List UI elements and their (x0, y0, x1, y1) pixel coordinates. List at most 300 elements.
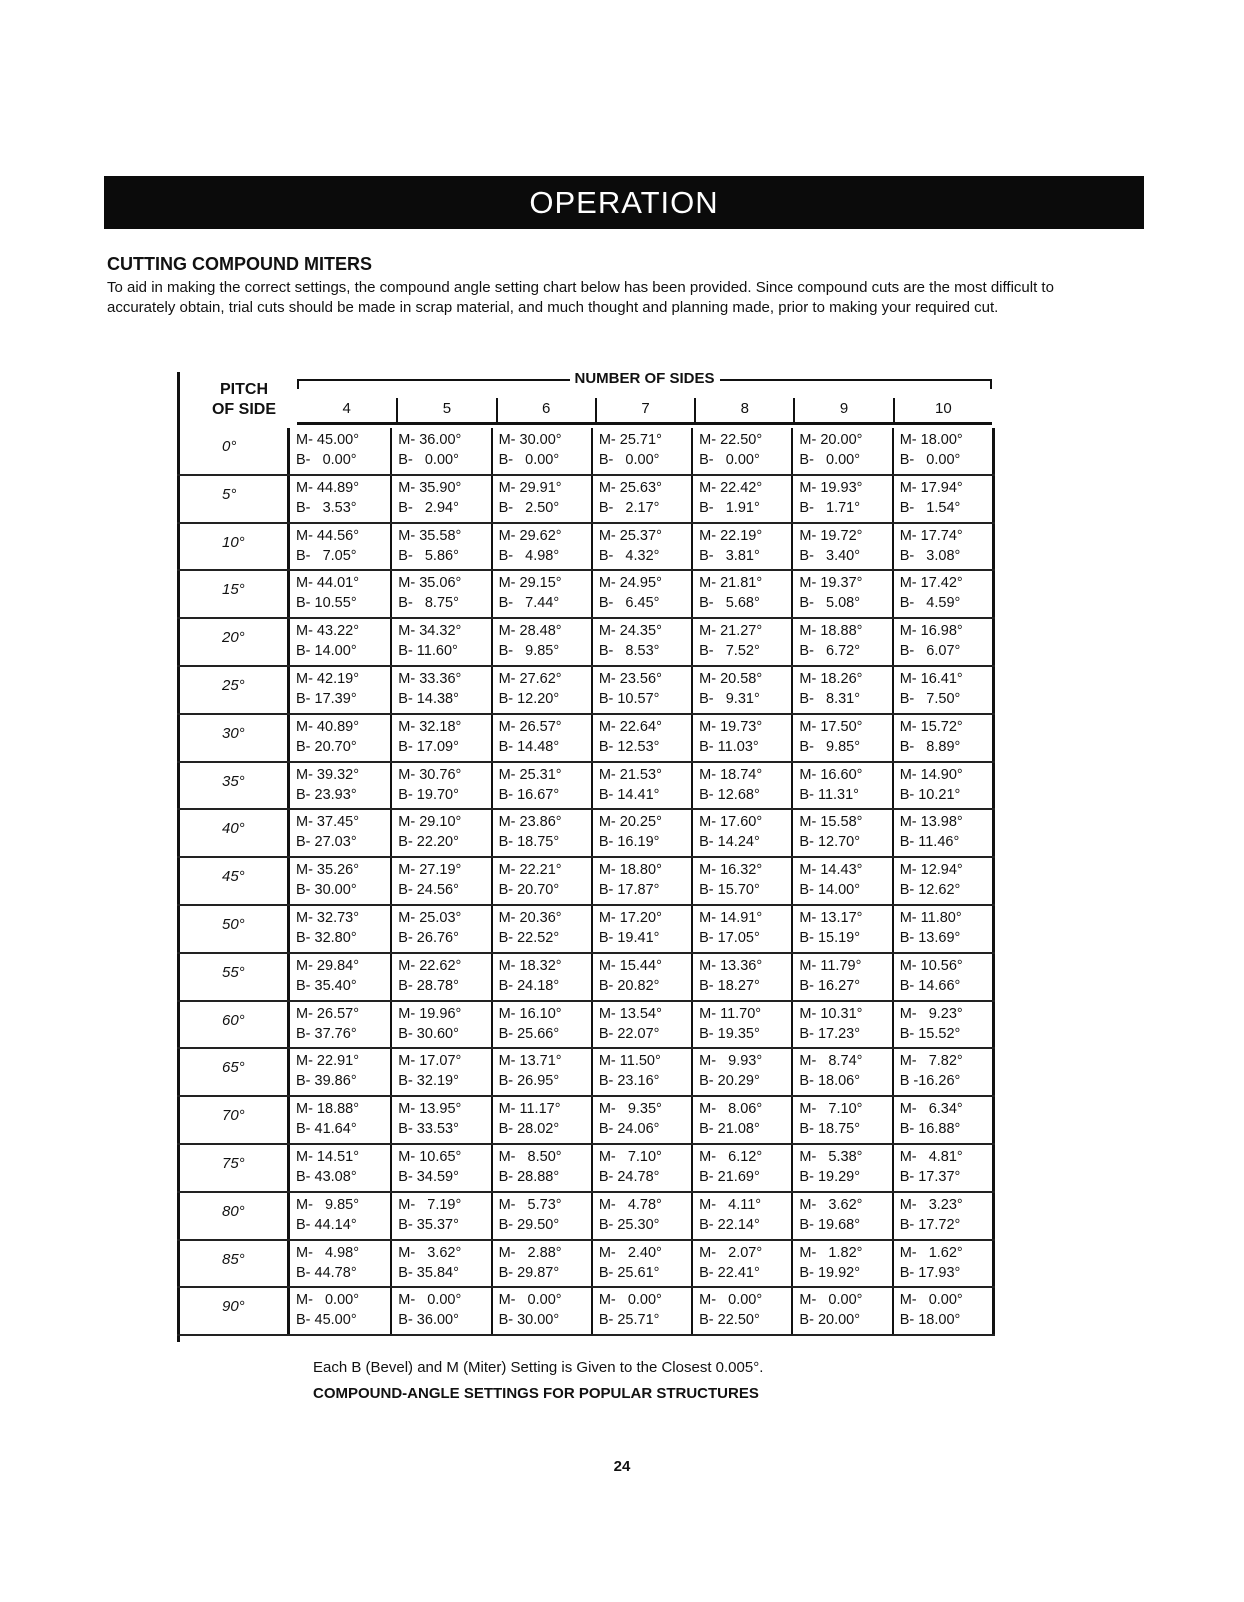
setting-cell (390, 715, 490, 761)
pitch-value: 65° (222, 1059, 245, 1077)
miter-setting: M- 2.40° (598, 1244, 662, 1261)
bevel-setting: B- 0.00° (296, 452, 357, 468)
setting-cell (390, 476, 490, 522)
bevel-setting: B- 21.08° (699, 1121, 760, 1138)
bevel-setting: B- 3.53° (296, 499, 357, 516)
setting-cell (591, 571, 691, 617)
bevel-setting: B- 8.75° (398, 595, 459, 612)
pitch-value: 0° (222, 438, 237, 455)
bevel-setting: B- 25.61° (598, 1264, 660, 1281)
bevel-setting: B- 35.84° (398, 1264, 459, 1281)
miter-setting: M- 17.74° (899, 527, 963, 544)
pitch-value: 35° (222, 772, 245, 790)
miter-setting: M- 2.07° (699, 1244, 763, 1261)
table-row (177, 428, 995, 476)
setting-cell (591, 1002, 691, 1048)
bevel-setting: B- 28.78° (398, 977, 459, 994)
setting-cell (390, 954, 490, 1000)
miter-setting: M- 20.36° (498, 909, 562, 926)
bevel-setting: B- 17.37° (899, 1168, 961, 1185)
miter-setting: M- 15.58° (799, 814, 863, 831)
setting-cell (491, 1241, 591, 1287)
bevel-setting: B- 20.00° (799, 1312, 861, 1329)
miter-setting: M- 42.19° (296, 670, 360, 687)
setting-cell (491, 1288, 591, 1334)
miter-setting: M- 25.63° (598, 479, 662, 496)
bevel-setting: B- 15.70° (699, 882, 760, 899)
bevel-setting: B- 20.82° (598, 977, 660, 994)
setting-cell (290, 763, 390, 809)
bevel-setting: B- 14.41° (598, 786, 660, 803)
setting-cell (390, 571, 490, 617)
bevel-setting: B- 7.44° (498, 595, 560, 612)
pitch-value: 5° (222, 485, 237, 503)
bevel-setting: B- 18.75° (799, 1121, 861, 1138)
pitch-column-header (196, 380, 292, 420)
bevel-setting: B- 29.50° (498, 1216, 560, 1233)
page-number: 24 (613, 1458, 631, 1475)
miter-setting: M- 17.50° (799, 718, 863, 735)
setting-cell (591, 1288, 691, 1334)
settings-cells (287, 667, 995, 713)
settings-cells (287, 1241, 995, 1287)
setting-cell (691, 667, 791, 713)
setting-cell (491, 954, 591, 1000)
miter-setting: M- 18.26° (799, 670, 863, 687)
miter-setting: M- 24.35° (598, 623, 662, 640)
pitch-value: 90° (222, 1298, 245, 1316)
miter-setting: M- 16.10° (498, 1005, 562, 1022)
bevel-setting: B- 5.86° (398, 547, 459, 564)
miter-setting: M- 5.73° (498, 1196, 562, 1213)
setting-cell (791, 906, 891, 952)
bevel-setting: B- 33.53° (398, 1121, 459, 1138)
setting-cell (290, 476, 390, 522)
setting-cell (691, 954, 791, 1000)
miter-setting: M- 22.62° (398, 957, 462, 974)
setting-cell (691, 1002, 791, 1048)
sides-header-cell: 8 (694, 398, 793, 422)
bevel-setting: B- 17.87° (598, 882, 660, 899)
setting-cell (290, 1097, 390, 1143)
bevel-setting: B- 14.00° (296, 643, 357, 660)
bevel-setting: B- 19.29° (799, 1168, 861, 1185)
miter-setting: M- 8.50° (498, 1148, 562, 1165)
setting-cell (491, 524, 591, 570)
miter-setting: M- 35.26° (296, 862, 360, 879)
setting-cell (892, 1288, 992, 1334)
bevel-setting: B- 45.00° (296, 1312, 357, 1329)
setting-cell (491, 619, 591, 665)
bevel-setting: B- 16.88° (899, 1121, 961, 1138)
miter-setting: M- 19.96° (398, 1005, 462, 1022)
setting-cell (892, 1049, 992, 1095)
setting-cell (791, 619, 891, 665)
setting-cell (691, 1145, 791, 1191)
miter-setting: M- 18.88° (799, 623, 863, 640)
miter-setting: M- 1.82° (799, 1244, 863, 1261)
pitch-value: 60° (222, 1011, 245, 1029)
setting-cell (491, 1049, 591, 1095)
bevel-setting: B- 20.70° (296, 738, 357, 755)
miter-setting: M- 2.88° (498, 1244, 562, 1261)
miter-setting: M- 35.58° (398, 527, 462, 544)
table-row (177, 858, 995, 906)
setting-cell (791, 1193, 891, 1239)
miter-setting: M- 22.21° (498, 862, 562, 879)
table-row (177, 1145, 995, 1193)
bevel-setting: B- 15.52° (899, 1025, 961, 1042)
bevel-setting: B- 30.00° (498, 1312, 560, 1329)
header-title: OPERATION (529, 184, 719, 220)
bevel-setting: B- 12.70° (799, 834, 861, 851)
miter-setting: M- 13.17° (799, 909, 863, 926)
bevel-setting: B- 37.76° (296, 1025, 357, 1042)
setting-cell (691, 476, 791, 522)
bevel-setting: B- 19.92° (799, 1264, 861, 1281)
bevel-setting: B- 14.48° (498, 738, 560, 755)
bevel-setting: B- 24.06° (598, 1121, 660, 1138)
bevel-setting: B- 6.07° (899, 643, 961, 660)
miter-setting: M- 17.60° (699, 814, 763, 831)
sides-header-cell: 4 (342, 400, 351, 417)
setting-cell (390, 810, 490, 856)
settings-cells (287, 524, 995, 570)
bevel-setting: B- 10.57° (598, 690, 660, 707)
bevel-setting: B- 14.38° (398, 690, 459, 707)
setting-cell (390, 1193, 490, 1239)
setting-cell (390, 667, 490, 713)
bevel-setting: B- 8.89° (899, 738, 961, 755)
setting-cell (491, 667, 591, 713)
setting-cell (390, 428, 490, 474)
bevel-setting: B- 5.68° (699, 595, 760, 612)
table-row (177, 571, 995, 619)
setting-cell (290, 1002, 390, 1048)
miter-setting: M- 3.23° (899, 1196, 963, 1213)
settings-cells (287, 763, 995, 809)
settings-cells (287, 571, 995, 617)
miter-setting: M- 7.82° (899, 1053, 963, 1070)
table-row (177, 715, 995, 763)
setting-cell (290, 715, 390, 761)
bevel-setting: B- 18.06° (799, 1073, 861, 1090)
setting-cell (390, 906, 490, 952)
miter-setting: M- 23.86° (498, 814, 562, 831)
miter-setting: M- 6.12° (699, 1148, 763, 1165)
bevel-setting: B- 6.45° (598, 595, 660, 612)
setting-cell (892, 763, 992, 809)
bevel-setting: B- 3.08° (899, 547, 961, 564)
bevel-setting: B- 11.03° (699, 738, 759, 755)
bevel-setting: B- 20.29° (699, 1073, 760, 1090)
bevel-setting: B- 19.41° (598, 929, 660, 946)
bevel-setting: B- 44.78° (296, 1264, 357, 1281)
bevel-setting: B- 32.80° (296, 929, 357, 946)
setting-cell (390, 1097, 490, 1143)
pitch-value: 25° (222, 676, 245, 694)
miter-setting: M- 10.56° (899, 957, 963, 974)
miter-setting: M- 18.32° (498, 957, 562, 974)
miter-setting: M- 13.54° (598, 1005, 662, 1022)
miter-setting: M- 0.00° (598, 1292, 662, 1309)
miter-setting: M- 22.64° (598, 718, 662, 735)
bevel-setting: B- 12.68° (699, 786, 760, 803)
miter-setting: M- 9.85° (296, 1196, 360, 1213)
compound-angle-table-body (177, 428, 995, 1336)
bevel-setting: B- 8.31° (799, 690, 861, 707)
bevel-setting: B- 32.19° (398, 1073, 459, 1090)
setting-cell (290, 954, 390, 1000)
sides-header-cell: 9 (793, 398, 892, 422)
miter-setting: M- 16.98° (899, 623, 963, 640)
miter-setting: M- 9.23° (899, 1005, 963, 1022)
setting-cell (290, 571, 390, 617)
miter-setting: M- 1.62° (899, 1244, 963, 1261)
setting-cell (390, 1049, 490, 1095)
bevel-setting: B- 5.08° (799, 595, 861, 612)
setting-cell (290, 1145, 390, 1191)
table-caption: COMPOUND-ANGLE SETTINGS FOR POPULAR STRUCTURES (313, 1385, 759, 1402)
bevel-setting: B- 19.70° (398, 786, 459, 803)
miter-setting: M- 11.79° (799, 957, 862, 974)
setting-cell (892, 1097, 992, 1143)
bevel-setting: B- 17.93° (899, 1264, 961, 1281)
bevel-setting: B- 0.00° (398, 452, 459, 468)
miter-setting: M- 24.95° (598, 575, 662, 592)
bevel-setting: B- 9.31° (699, 690, 760, 707)
header-banner (104, 176, 1144, 229)
table-row (177, 1049, 995, 1097)
miter-setting: M- 36.00° (398, 432, 462, 448)
table-row (177, 1241, 995, 1289)
setting-cell (591, 1241, 691, 1287)
miter-setting: M- 34.32° (398, 623, 462, 640)
setting-cell (491, 1193, 591, 1239)
miter-setting: M- 15.44° (598, 957, 662, 974)
setting-cell (491, 715, 591, 761)
bevel-setting: B- 11.60° (398, 643, 458, 660)
settings-cells (287, 476, 995, 522)
miter-setting: M- 18.74° (699, 766, 763, 783)
bevel-setting: B- 13.69° (899, 929, 961, 946)
miter-setting: M- 25.31° (498, 766, 562, 783)
setting-cell (892, 476, 992, 522)
setting-cell (390, 763, 490, 809)
bevel-setting: B- 12.20° (498, 690, 560, 707)
setting-cell (691, 906, 791, 952)
bevel-setting: B- 35.40° (296, 977, 357, 994)
settings-cells (287, 1049, 995, 1095)
setting-cell (591, 619, 691, 665)
miter-setting: M- 44.56° (296, 527, 360, 544)
bevel-setting: B- 7.05° (296, 547, 357, 564)
miter-setting: M- 27.62° (498, 670, 562, 687)
miter-setting: M- 9.35° (598, 1101, 662, 1118)
setting-cell (791, 571, 891, 617)
bevel-setting: B- 24.78° (598, 1168, 660, 1185)
table-row (177, 1097, 995, 1145)
sides-header-cell: 5 (396, 398, 495, 422)
setting-cell (491, 1145, 591, 1191)
setting-cell (892, 810, 992, 856)
setting-cell (892, 858, 992, 904)
miter-setting: M- 30.00° (498, 432, 562, 448)
settings-cells (287, 954, 995, 1000)
bevel-setting: B- 29.87° (498, 1264, 560, 1281)
setting-cell (491, 906, 591, 952)
intro-paragraph: To aid in making the correct settings, the compound angle setting chart below has been provided. Since compound cuts are the most difficult to accurately obtain, trial cuts should be made in scrap material, and much thought and planning made, prior to making your required cut. (107, 279, 1054, 316)
bevel-setting: B- 17.05° (699, 929, 760, 946)
miter-setting: M- 9.93° (699, 1053, 763, 1070)
miter-setting: M- 40.89° (296, 718, 360, 735)
bevel-setting: B- 14.66° (899, 977, 961, 994)
table-row (177, 619, 995, 667)
setting-cell (290, 428, 390, 474)
bevel-setting: B -16.26° (899, 1073, 961, 1090)
miter-setting: M- 7.10° (598, 1148, 662, 1165)
setting-cell (892, 1193, 992, 1239)
table-row (177, 476, 995, 524)
setting-cell (591, 428, 691, 474)
table-row (177, 524, 995, 572)
miter-setting: M- 17.42° (899, 575, 963, 592)
bevel-setting: B- 11.31° (799, 786, 859, 803)
bevel-setting: B- 4.59° (899, 595, 961, 612)
pitch-value: 50° (222, 915, 245, 933)
miter-setting: M- 23.56° (598, 670, 662, 687)
settings-cells (287, 1288, 995, 1334)
miter-setting: M- 35.90° (398, 479, 462, 496)
setting-cell (491, 858, 591, 904)
precision-note: Each B (Bevel) and M (Miter) Setting is Given to the Closest 0.005°. (313, 1359, 764, 1376)
setting-cell (491, 476, 591, 522)
pitch-value: 15° (222, 581, 245, 599)
bevel-setting: B- 19.35° (699, 1025, 760, 1042)
number-of-sides-header (297, 370, 992, 388)
setting-cell (591, 858, 691, 904)
miter-setting: M- 13.36° (699, 957, 763, 974)
setting-cell (791, 858, 891, 904)
miter-setting: M- 45.00° (296, 432, 360, 448)
setting-cell (591, 1145, 691, 1191)
miter-setting: M- 12.94° (899, 862, 963, 879)
setting-cell (791, 667, 891, 713)
setting-cell (791, 1049, 891, 1095)
pitch-label-line1: PITCH (220, 381, 268, 398)
miter-setting: M- 10.31° (799, 1005, 863, 1022)
miter-setting: M- 44.01° (296, 575, 360, 592)
miter-setting: M- 17.94° (899, 479, 963, 496)
miter-setting: M- 7.10° (799, 1101, 863, 1118)
miter-setting: M- 4.98° (296, 1244, 360, 1261)
setting-cell (390, 1241, 490, 1287)
setting-cell (691, 1193, 791, 1239)
setting-cell (591, 1049, 691, 1095)
setting-cell (491, 428, 591, 474)
miter-setting: M- 10.65° (398, 1148, 462, 1165)
setting-cell (892, 906, 992, 952)
setting-cell (691, 763, 791, 809)
bevel-setting: B- 30.60° (398, 1025, 459, 1042)
setting-cell (791, 810, 891, 856)
miter-setting: M- 17.07° (398, 1053, 462, 1070)
miter-setting: M- 30.76° (398, 766, 462, 783)
table-row (177, 1288, 995, 1336)
miter-setting: M- 0.00° (799, 1292, 863, 1309)
setting-cell (892, 954, 992, 1000)
settings-cells (287, 906, 995, 952)
table-row (177, 954, 995, 1002)
setting-cell (390, 524, 490, 570)
bevel-setting: B- 0.00° (598, 452, 660, 468)
miter-setting: M- 4.81° (899, 1148, 963, 1165)
setting-cell (491, 810, 591, 856)
bevel-setting: B- 26.76° (398, 929, 459, 946)
setting-cell (691, 810, 791, 856)
settings-cells (287, 428, 995, 474)
bevel-setting: B- 17.23° (799, 1025, 861, 1042)
setting-cell (591, 906, 691, 952)
bevel-setting: B- 22.41° (699, 1264, 760, 1281)
miter-setting: M- 22.42° (699, 479, 763, 496)
header-rule-left-tick (297, 379, 299, 389)
bevel-setting: B- 2.50° (498, 499, 560, 516)
setting-cell (390, 1145, 490, 1191)
miter-setting: M- 0.00° (899, 1292, 963, 1309)
bevel-setting: B- 39.86° (296, 1073, 357, 1090)
bevel-setting: B- 25.66° (498, 1025, 560, 1042)
miter-setting: M- 27.19° (398, 862, 462, 879)
miter-setting: M- 8.74° (799, 1053, 863, 1070)
miter-setting: M- 19.37° (799, 575, 863, 592)
setting-cell (591, 954, 691, 1000)
miter-setting: M- 14.43° (799, 862, 863, 879)
bevel-setting: B- 4.32° (598, 547, 660, 564)
bevel-setting: B- 14.00° (799, 882, 861, 899)
setting-cell (892, 1002, 992, 1048)
sides-header-cell: 6 (496, 398, 595, 422)
bevel-setting: B- 30.00° (296, 882, 357, 899)
miter-setting: M- 3.62° (799, 1196, 863, 1213)
pitch-value: 75° (222, 1154, 245, 1172)
table-row (177, 906, 995, 954)
miter-setting: M- 21.27° (699, 623, 763, 640)
bevel-setting: B- 10.55° (296, 595, 357, 612)
bevel-setting: B- 43.08° (296, 1168, 357, 1185)
miter-setting: M- 22.19° (699, 527, 763, 544)
setting-cell (591, 763, 691, 809)
pitch-value: 85° (222, 1250, 245, 1268)
bevel-setting: B- 44.14° (296, 1216, 357, 1233)
setting-cell (591, 1193, 691, 1239)
setting-cell (290, 1288, 390, 1334)
pitch-value: 30° (222, 724, 245, 742)
miter-setting: M- 32.18° (398, 718, 462, 735)
setting-cell (290, 524, 390, 570)
setting-cell (892, 571, 992, 617)
setting-cell (290, 1241, 390, 1287)
pitch-label-line2: OF SIDE (211, 401, 276, 418)
setting-cell (691, 1097, 791, 1143)
bevel-setting: B- 19.68° (799, 1216, 861, 1233)
miter-setting: M- 19.93° (799, 479, 863, 496)
miter-setting: M- 6.34° (899, 1101, 963, 1118)
miter-setting: M- 21.81° (699, 575, 763, 592)
miter-setting: M- 37.45° (296, 814, 360, 831)
settings-cells (287, 715, 995, 761)
miter-setting: M- 39.32° (296, 766, 360, 783)
